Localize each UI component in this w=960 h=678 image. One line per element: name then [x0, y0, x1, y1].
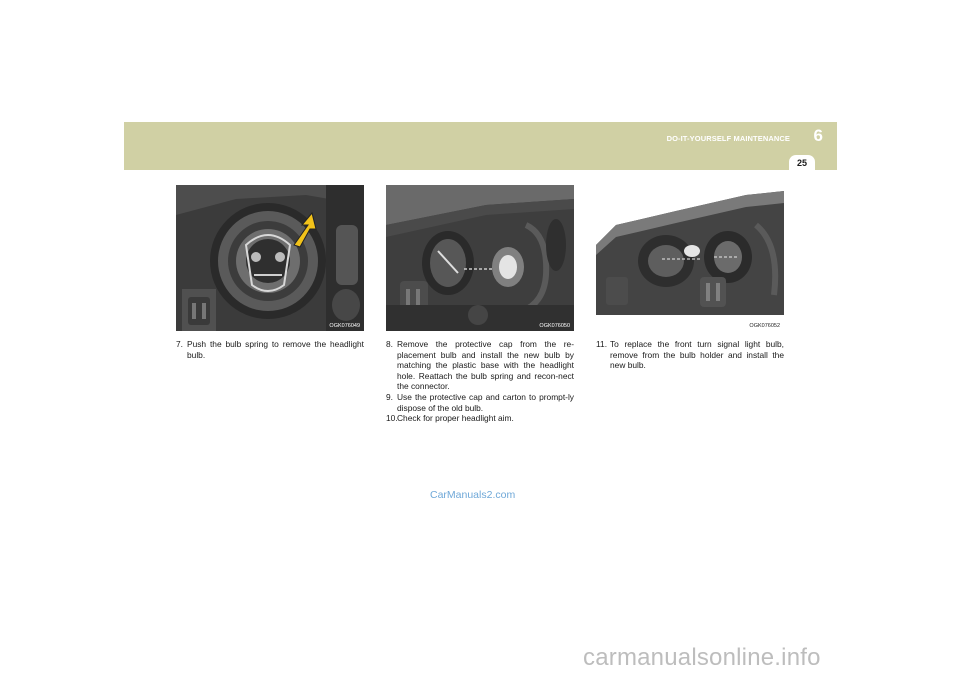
figure-code: OGK076049	[329, 323, 360, 329]
chapter-number: 6	[813, 126, 823, 145]
step-item	[386, 392, 574, 413]
headlight-bulb-spring-illustration	[176, 185, 364, 331]
step-number: 8.	[386, 339, 393, 349]
step-item	[386, 413, 574, 424]
step-item	[596, 339, 784, 371]
steps-column-3	[596, 339, 784, 371]
section-title: DO-IT-YOURSELF MAINTENANCE	[666, 134, 790, 143]
watermark-link-carmanuals2[interactable]: CarManuals2.com	[430, 489, 516, 501]
step-text: Use the protective cap and carton to prompt-ly dispose of the old bulb.	[397, 391, 574, 413]
figure-code: OGK076050	[539, 323, 570, 329]
step-number: 10.	[386, 413, 398, 424]
figure-headlight-bulb-install	[386, 185, 574, 331]
step-number: 7.	[176, 339, 183, 349]
step-text: Check for proper headlight aim.	[397, 413, 514, 424]
header-band	[124, 122, 837, 170]
step-number: 9.	[386, 391, 393, 402]
step-item	[386, 339, 574, 392]
step-text: Push the bulb spring to remove the headlight bulb.	[187, 339, 364, 360]
figure-headlight-bulb-spring	[176, 185, 364, 331]
step-text: To replace the front turn signal light bulb, remove from the bulb holder and install the new bulb.	[610, 339, 784, 371]
steps-column-2	[386, 339, 574, 424]
step-text: Remove the protective cap from the re-placement bulb and install the new bulb by matching the plastic base with the headlight hole. Reattach the bulb spring and recon-nect the connector.	[397, 339, 574, 392]
figure-turn-signal-bulb	[596, 185, 784, 331]
watermark-carmanualsonline: carmanualsonline.info	[583, 644, 821, 671]
step-number: 11.	[596, 339, 608, 349]
step-item	[176, 339, 364, 360]
steps-column-1	[176, 339, 364, 360]
figure-code: OGK076052	[749, 323, 780, 329]
headlight-bulb-install-illustration	[386, 185, 574, 331]
page-number: 25	[796, 158, 807, 168]
turn-signal-bulb-illustration	[596, 185, 784, 331]
